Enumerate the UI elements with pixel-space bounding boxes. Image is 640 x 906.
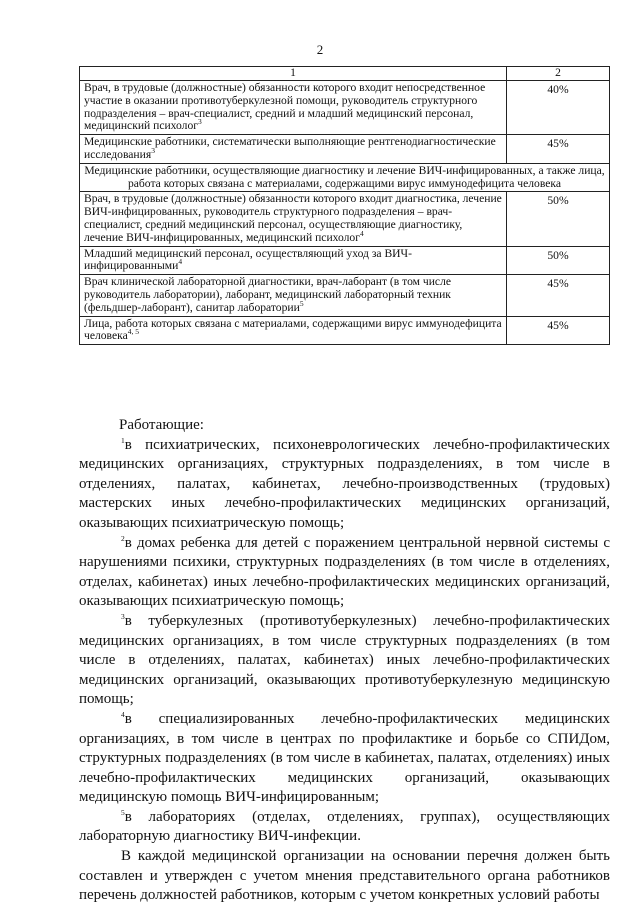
allowance-table bbox=[79, 66, 610, 345]
table-cell-allowance: 50% bbox=[507, 192, 610, 246]
footnote-number: 4 bbox=[121, 709, 125, 719]
table-cell-position: Врач клинической лабораторной диагностики, врач-лаборант (в том числе руководитель лаборатории), лаборант, медицинский лабораторный техник (фельдшер-лаборант), санитар лаборатории$^5$ bbox=[80, 275, 507, 316]
table-row bbox=[80, 81, 610, 135]
table-cell-allowance: 45% bbox=[507, 135, 610, 164]
table-row bbox=[80, 192, 610, 246]
footnote-ref: 4, 5 bbox=[127, 327, 139, 337]
footnotes-section bbox=[79, 416, 610, 906]
closing-paragraph: В каждой медицинской организации на основании перечня должен быть составлен и утвержден с учетом мнения представительного органа работников перечень должностей работников, которым с учетом конкретных условий работы bbox=[79, 848, 610, 904]
footnote-number: 3 bbox=[121, 611, 125, 621]
table-header-row bbox=[80, 67, 610, 81]
footnote-item: $^2$в домах ребенка для детей с поражением центральной нервной системы с нарушениями психики, структурных подразделениях (в том числе в отделениях, отделах, кабинетах) иных лечебно-профилактических медицинских организаций, оказывающих психиатрическую помощь; bbox=[79, 533, 610, 610]
footnote-ref: 5 bbox=[299, 298, 304, 308]
table-cell-allowance: 50% bbox=[507, 246, 610, 275]
column-header-allowance: 2 bbox=[507, 67, 610, 81]
page-number: 2 bbox=[316, 42, 324, 57]
table-cell-position: Врач, в трудовые (должностные) обязанности которого входит диагностика, лечение ВИЧ-инфицированных, руководитель структурного подразделения – врач-специалист, средний медицинский персонал, осуществляющие диагностику, лечение ВИЧ-инфицированных, медицинский психолог$^4$ bbox=[80, 192, 507, 246]
table-cell-position: Врач, в трудовые (должностные) обязанности которого входит непосредственное участие в оказании противотуберкулезной помощи, руководитель структурного подразделения – врач-специалист, средний и младший медицинский персонал, медицинский психолог$^3$ bbox=[80, 81, 507, 135]
table-row bbox=[80, 275, 610, 316]
footnote-number: 2 bbox=[121, 533, 125, 543]
table-cell-position: Медицинские работники, систематически выполняющие рентгенодиагностические исследования$^3$ bbox=[80, 135, 507, 164]
footnote-item: $^1$в психиатрических, психоневрологических лечебно-профилактических медицинских организациях, структурных подразделениях, в том числе в отделениях, палатах, кабинетах, лечебно-производственных (трудовых) мастерских иных лечебно-профилактических медицинских организаций, оказывающих психиатрическую помощь; bbox=[79, 435, 610, 531]
table-row bbox=[80, 246, 610, 275]
footnote-item: $^4$в специализированных лечебно-профилактических медицинских организациях, в том числе в центрах по профилактике и борьбе со СПИДом, структурных подразделениях (в том числе в кабинетах, палатах, отделениях) иных лечебно-профилактических медицинских организаций, оказывающих медицинскую помощь ВИЧ-инфицированным; bbox=[79, 709, 610, 806]
footnote-ref: 4 bbox=[360, 228, 364, 238]
footnote-item: $^5$в лабораториях (отделах, отделениях, группах), осуществляющих лабораторную диагностику ВИЧ-инфекции. bbox=[79, 807, 610, 845]
footnote-number: 1 bbox=[121, 435, 125, 445]
table-cell-allowance: 45% bbox=[507, 316, 610, 345]
table-cell-position: Младший медицинский персонал, осуществляющий уход за ВИЧ-инфицированными$^4$ bbox=[80, 246, 507, 275]
table-cell-allowance: 40% bbox=[507, 81, 610, 135]
footnote-item: $^3$в туберкулезных (противотуберкулезных) лечебно-профилактических медицинских организациях, в том числе структурных подразделениях (в том числе в отделениях, палатах, кабинетах) иных лечебно-профилактических медицинских организаций, оказывающих противотуберкулезную медицинскую помощь; bbox=[79, 611, 610, 708]
table-cell-position: Лица, работа которых связана с материалами, содержащими вирус иммунодефицита человека$^{4, 5}$ bbox=[80, 316, 507, 345]
table-row bbox=[80, 316, 610, 345]
table-section-row bbox=[80, 163, 610, 192]
footnotes-intro: Работающие: bbox=[119, 417, 204, 433]
column-header-position: 1 bbox=[80, 67, 507, 81]
footnote-ref: 4 bbox=[178, 257, 183, 267]
footnote-ref: 3 bbox=[151, 146, 155, 156]
table-cell-allowance: 45% bbox=[507, 275, 610, 316]
table-section-heading: Медицинские работники, осуществляющие диагностику и лечение ВИЧ-инфицированных, а также лица, работа которых связана с материалами, содержащими вирус иммунодефицита человека bbox=[80, 163, 610, 192]
footnote-ref: 3 bbox=[198, 117, 202, 127]
table-row bbox=[80, 135, 610, 164]
footnote-number: 5 bbox=[121, 807, 125, 817]
